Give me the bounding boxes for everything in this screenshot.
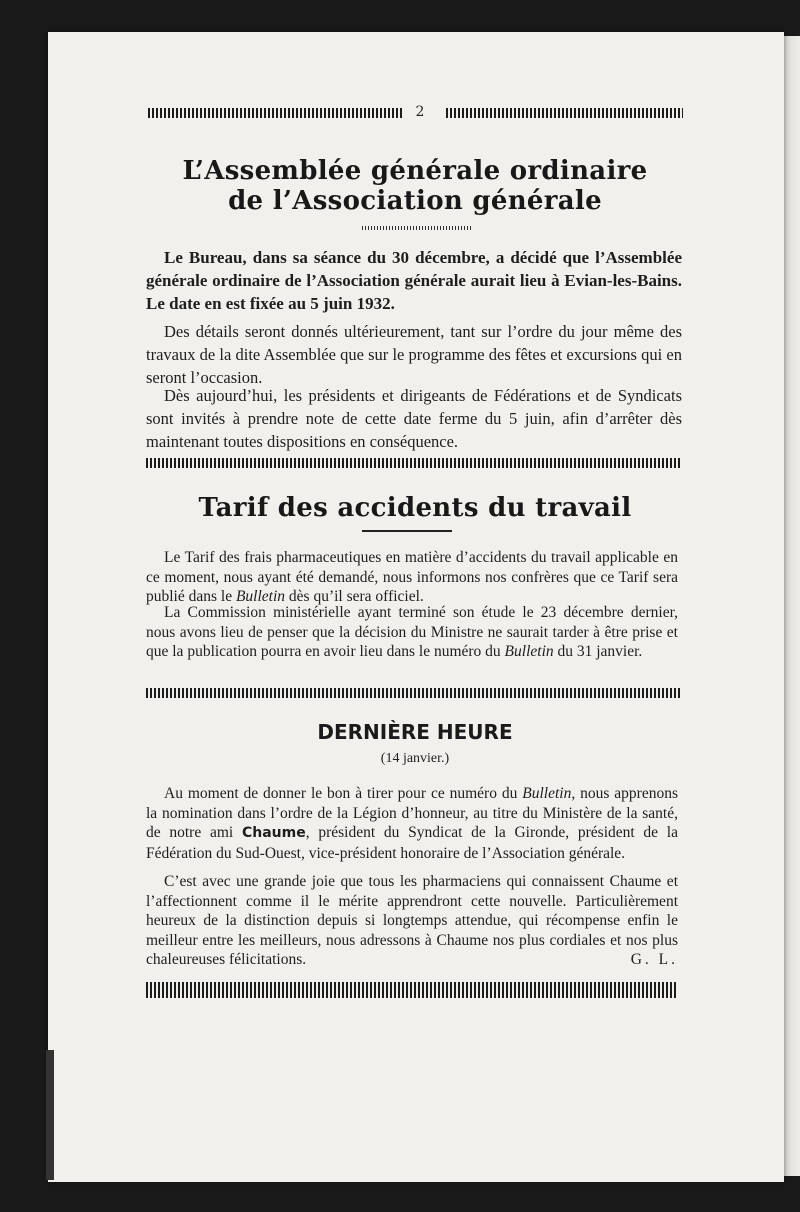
section3-title: DERNIÈRE HEURE — [317, 720, 513, 744]
s2p1-text-a: Le Tarif des frais pharmaceutiques en matière d’accidents du travail applicable en ce moment, nous ayant été demandé, nous informons nos confrères que ce Tarif sera publié dans le — [146, 549, 678, 605]
section3-date: (14 janvier.) — [380, 751, 450, 766]
s2p2-text-b: du 31 janvier. — [553, 643, 643, 660]
s3p2-text: C’est avec une grande joie que tous les pharmaciens qui connaissent Chaume et l’affectionnent comme il le mérite apprendront cette nouvelle. Particulièrement heureux de la distinction depuis si longtemps attendue, qui récompense enfin le meilleur entre les meilleurs, nous adressons à Chaume nos plus cordiales et nos plus chaleureuses félicitations. — [146, 873, 678, 968]
page-number: 2 — [415, 104, 425, 120]
s3p1-text-a: Au moment de donner le bon à tirer pour ce numéro du — [164, 785, 523, 802]
title-underline-dotted — [362, 226, 472, 230]
section2-paragraph-1 — [146, 548, 678, 607]
section1-paragraph-2: Dès aujourd’hui, les présidents et dirigeants de Fédérations et de Syndicats sont invités à prendre note de cette date ferme du 5 juin, afin d’arrêter dès maintenant toutes dispositions en conséquence. — [146, 386, 682, 451]
binding-strip — [46, 1050, 54, 1180]
header-rule-right — [446, 108, 683, 118]
s2p1-text-b: dès qu’il sera officiel. — [285, 588, 424, 605]
section1-lead: Le Bureau, dans sa séance du 30 décembre, a décidé que l’Assemblée générale ordinaire de l’Association générale aurait lieu à Evian-les-Bains. Le date en est fixée au 5 juin 1932. — [146, 248, 682, 313]
section1-title-line1: L’Assemblée générale ordinaire — [182, 156, 648, 186]
header-rule-left — [148, 108, 403, 118]
section3-paragraph-1 — [146, 784, 678, 863]
section-divider-1 — [146, 458, 682, 468]
footer-rule — [146, 982, 678, 998]
s2p2-text-a: La Commission ministérielle ayant terminé son étude le 23 décembre dernier, nous avons lieu de penser que la décision du Ministre ne saurait tarder à être prise et que la publication pourra en avoir lieu dans le numéro du — [146, 604, 678, 660]
s3p1-bulletin: Bulletin — [522, 785, 572, 802]
section2-title: Tarif des accidents du travail — [198, 493, 632, 523]
s3p1-text-b: , nous apprenons la nomination dans l’ordre de la Légion d’honneur, au titre du Ministère de la santé, de notre ami — [146, 785, 678, 841]
section-divider-2 — [146, 688, 682, 698]
s3p1-name-chaume: Chaume — [241, 825, 306, 841]
s2p1-bulletin: Bulletin — [235, 588, 286, 605]
section3-paragraph-2 — [146, 872, 678, 970]
signature: G. L. — [630, 951, 678, 968]
section1-title-line2: de l’Association générale — [228, 186, 602, 216]
section2-paragraph-2 — [146, 603, 678, 662]
s2p2-bulletin: Bulletin — [504, 643, 554, 660]
section1-paragraph-1: Des détails seront donnés ultérieurement, tant sur l’ordre du jour même des travaux de la dite Assemblée que sur le programme des fêtes et excursions qui en seront l’occasion. — [146, 322, 682, 387]
section2-title-underline — [362, 530, 452, 532]
s3p1-text-c: , président du Syndicat de la Gironde, président de la Fédération du Sud-Ouest, vice-président honoraire de l’Association générale. — [146, 824, 678, 862]
